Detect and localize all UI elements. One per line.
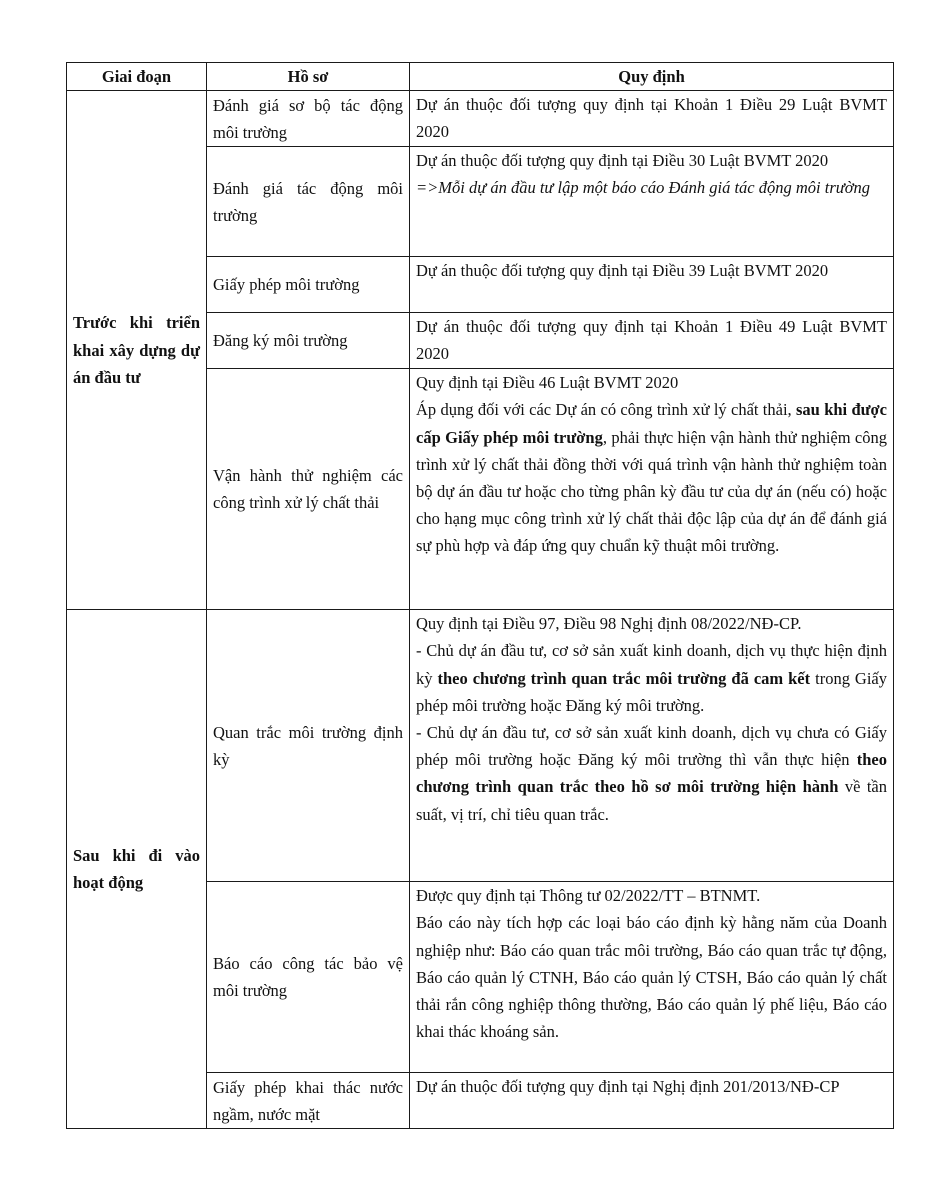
regulation-paragraph: Báo cáo này tích hợp các loại báo cáo định kỳ hằng năm của Doanh nghiệp như: Báo cáo quan trắc môi trường, Báo cáo quan trắc tự động, Báo cáo quản lý CTNH, Báo cáo quản lý CTSH, Báo cáo quản lý chất thải rắn công nghiệp thông thường, Báo cáo quản lý phế liệu, Báo cáo khai thác khoáng sản. — [416, 913, 887, 1042]
document-cell: Quan trắc môi trường định kỳ — [207, 610, 410, 882]
regulation-cell — [410, 610, 894, 882]
regulation-cell: Dự án thuộc đối tượng quy định tại Điều 39 Luật BVMT 2020 — [410, 257, 894, 313]
document-cell: Đánh giá sơ bộ tác động môi trường — [207, 91, 410, 147]
document-cell: Vận hành thử nghiệm các công trình xử lý chất thải — [207, 369, 410, 610]
document-cell: Giấy phép khai thác nước ngầm, nước mặt — [207, 1073, 410, 1129]
stage-before-construction: Trước khi triển khai xây dựng dự án đầu tư — [67, 91, 207, 610]
document-cell: Giấy phép môi trường — [207, 257, 410, 313]
regulation-text: - Chủ dự án đầu tư, cơ sở sản xuất kinh doanh, dịch vụ thực hiện định kỳ — [416, 641, 887, 688]
header-regulation: Quy định — [410, 63, 894, 91]
table-row — [67, 610, 894, 882]
regulation-cell: Dự án thuộc đối tượng quy định tại Khoản 1 Điều 29 Luật BVMT 2020 — [410, 91, 894, 147]
regulation-text: trong Giấy phép môi trường hoặc Đăng ký môi trường. — [416, 668, 888, 715]
regulation-text: - Chủ dự án đầu tư, cơ sở sản xuất kinh doanh, dịch vụ chưa có Giấy phép môi trường hoặc Đăng ký môi trường thì vẫn thực hiện — [416, 723, 887, 770]
regulation-text: Quy định tại Điều 97, Điều 98 Nghị định 08/2022/NĐ-CP. — [416, 614, 802, 634]
regulation-text: Áp dụng đối với các Dự án có công trình xử lý chất thải, — [416, 400, 797, 420]
table-row — [67, 91, 894, 147]
regulation-emphasis: theo chương trình quan trắc môi trường đã cam kết — [437, 668, 811, 688]
regulation-cell — [410, 882, 894, 1073]
document-cell: Đánh giá tác động môi trường — [207, 147, 410, 257]
table-header-row — [67, 63, 894, 91]
regulation-text: về tần suất, vị trí, chỉ tiêu quan trắc. — [416, 777, 887, 824]
regulation-text: Quy định tại Điều 46 Luật BVMT 2020 — [416, 373, 679, 393]
regulation-table — [66, 62, 894, 1129]
regulation-text: Dự án thuộc đối tượng quy định tại Điều 30 Luật BVMT 2020 — [416, 151, 829, 171]
regulation-text: Được quy định tại Thông tư 02/2022/TT – BTNMT. — [416, 886, 761, 906]
regulation-cell — [410, 369, 894, 610]
regulation-cell: Dự án thuộc đối tượng quy định tại Nghị định 201/2013/NĐ-CP — [410, 1073, 894, 1129]
regulation-paragraph — [416, 637, 887, 719]
regulation-text: , phải thực hiện vận hành thử nghiệm công trình xử lý chất thải đồng thời với quá trình vận hành thử nghiệm toàn bộ dự án đầu tư hoặc cho từng phân kỳ đầu tư của dự án (nếu có) hoặc cho hạng mục công trình xử lý chất thải độc lập của dự án để đánh giá sự phù hợp và đáp ứng quy chuẩn kỹ thuật môi trường. — [416, 427, 887, 556]
regulation-paragraph — [416, 396, 887, 559]
regulation-cell — [410, 147, 894, 257]
document-cell: Báo cáo công tác bảo vệ môi trường — [207, 882, 410, 1073]
regulation-emphasis: theo chương trình quan trắc theo hồ sơ môi trường hiện hành — [416, 750, 887, 797]
header-stage: Giai đoạn — [67, 63, 207, 91]
regulation-emphasis: sau khi được cấp Giấy phép môi trường — [416, 400, 887, 447]
regulation-cell: Dự án thuộc đối tượng quy định tại Khoản 1 Điều 49 Luật BVMT 2020 — [410, 313, 894, 369]
header-document: Hồ sơ — [207, 63, 410, 91]
regulation-note: =>Mỗi dự án đầu tư lập một báo cáo Đánh giá tác động môi trường — [416, 178, 871, 198]
regulation-paragraph — [416, 719, 887, 828]
stage-after-operation: Sau khi đi vào hoạt động — [67, 610, 207, 1129]
document-cell: Đăng ký môi trường — [207, 313, 410, 369]
